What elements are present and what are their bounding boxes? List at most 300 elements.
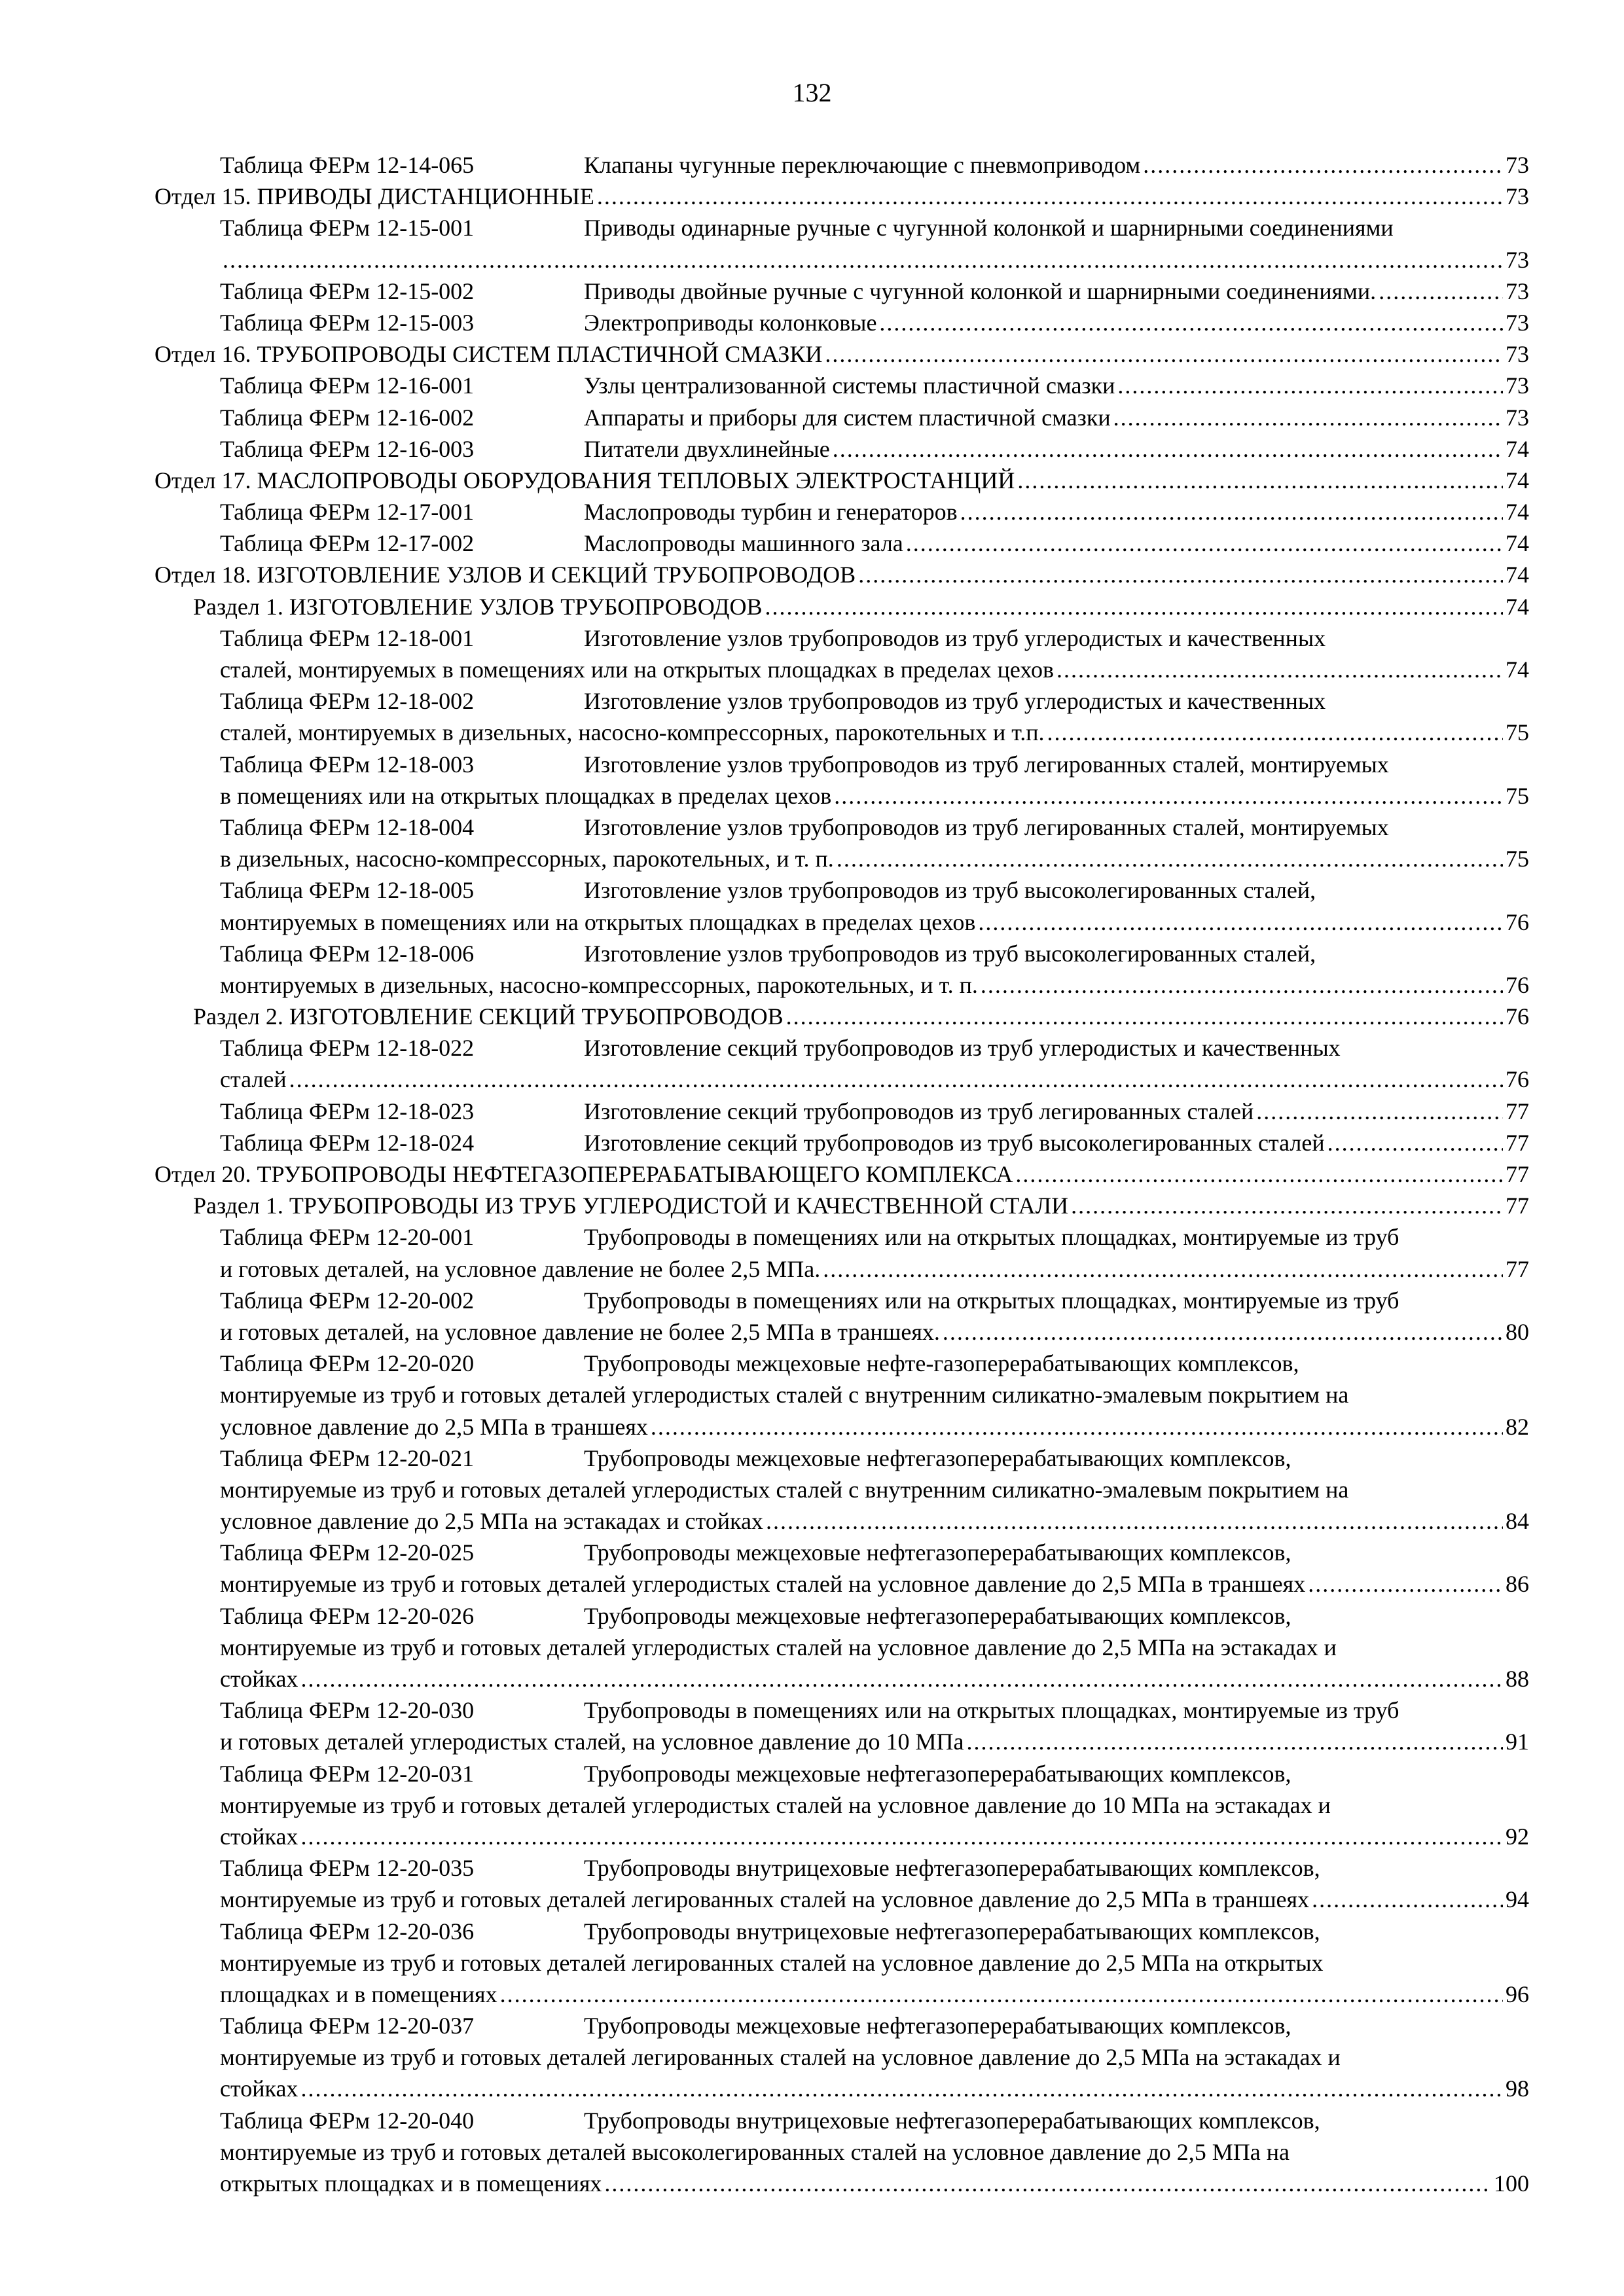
table-title: Трубопроводы в помещениях или на открытых площадках, монтируемые из труб (584, 1697, 1399, 1724)
dot-leader (1143, 149, 1503, 181)
toc-leader-line (220, 149, 1529, 181)
toc-leader-line (154, 559, 1529, 590)
table-code: Таблица ФЕРм 12-20-020 (220, 1350, 475, 1377)
toc-leader-line (193, 1190, 1529, 1221)
page-ref: 73 (1506, 278, 1529, 304)
toc-entry-tab (0, 1852, 1624, 1915)
toc-entry-sec (0, 591, 1624, 622)
table-code: Таблица ФЕРм 12-18-024 (220, 1129, 475, 1156)
table-title: монтируемые из труб и готовых деталей углеродистых сталей на условное давление до 10 МПа на эстакадах и (220, 1791, 1331, 1818)
dot-leader (858, 559, 1503, 590)
toc-entry-text (220, 307, 876, 338)
page-ref: 77 (1506, 1129, 1529, 1156)
table-code: Таблица ФЕРм 12-20-035 (220, 1855, 475, 1882)
toc-entry-tab (0, 276, 1624, 307)
toc-entry-line (220, 2073, 1529, 2104)
toc-entry-line (220, 969, 1529, 1001)
table-title: монтируемые из труб и готовых деталей легированных сталей на условное давление до 2,5 МПа на эстакадах и (220, 2044, 1341, 2071)
toc-entry-tab (0, 370, 1624, 401)
toc-entry-line (220, 1821, 1529, 1852)
page-ref: 100 (1494, 2170, 1529, 2197)
table-code: Таблица ФЕРм 12-16-001 (220, 372, 475, 399)
toc-entry-text (220, 1127, 1325, 1158)
page-ref: 76 (1506, 908, 1529, 935)
page-ref: 77 (1506, 1255, 1529, 1282)
table-title: и готовых деталей, на условное давление не более 2,5 МПа. (220, 1255, 821, 1282)
table-code: Таблица ФЕРм 12-20-040 (220, 2107, 475, 2134)
table-code: Таблица ФЕРм 12-14-065 (220, 152, 475, 178)
department-title: Отдел 18. ИЗГОТОВЛЕНИЕ УЗЛОВ И СЕКЦИЙ ТРУБОПРОВОДОВ (154, 562, 856, 588)
page-ref: 73 (1506, 246, 1529, 273)
toc-leader-line (193, 591, 1529, 622)
toc-entry-text (220, 717, 1045, 748)
toc-entry-line (220, 780, 1529, 812)
table-code: Таблица ФЕРм 12-15-001 (220, 215, 475, 242)
table-of-contents (0, 149, 1624, 2199)
toc-entry-tab (0, 1758, 1624, 1853)
table-title: монтируемых в дизельных, насосно-компрессорных, парокотельных, и т. п. (220, 971, 978, 998)
toc-entry-text (220, 1316, 940, 1348)
toc-entry-line (220, 938, 1529, 969)
toc-leader-line (220, 969, 1529, 1001)
toc-leader-line (220, 1568, 1529, 1600)
toc-entry-line (220, 370, 1529, 401)
page-ref: 92 (1506, 1823, 1529, 1850)
toc-entry-tab (0, 149, 1624, 181)
toc-leader-line (220, 1064, 1529, 1095)
toc-entry-text (220, 1979, 497, 2010)
table-title: площадках и в помещениях (220, 1981, 497, 2007)
toc-leader-line (154, 338, 1529, 370)
toc-entry-tab (0, 1600, 1624, 1695)
toc-leader-line (220, 1316, 1529, 1348)
dot-leader (1117, 370, 1503, 401)
toc-leader-line (220, 1096, 1529, 1127)
page-ref: 73 (1506, 341, 1529, 368)
toc-entry-tab (0, 1127, 1624, 1158)
table-code: Таблица ФЕРм 12-20-001 (220, 1224, 475, 1251)
toc-entry-tab (0, 433, 1624, 465)
table-code: Таблица ФЕРм 12-15-002 (220, 278, 475, 304)
table-title: монтируемые из труб и готовых деталей высоколегированных сталей на условное давление до 2,5 МПа на (220, 2138, 1290, 2165)
toc-entry-line (220, 843, 1529, 874)
page-ref: 77 (1506, 1098, 1529, 1124)
table-code: Таблица ФЕРм 12-18-006 (220, 940, 475, 967)
toc-leader-line (220, 1411, 1529, 1443)
table-title: Трубопроводы межцеховые нефтегазоперерабатывающих комплексов, (584, 1539, 1291, 1566)
toc-entry-line (193, 591, 1529, 622)
toc-entry-line (220, 874, 1529, 906)
toc-entry-dept (0, 1158, 1624, 1190)
page-ref: 73 (1506, 152, 1529, 178)
toc-entry-line (220, 1947, 1529, 1979)
toc-entry-tab (0, 212, 1624, 275)
dot-leader (223, 244, 1503, 276)
toc-entry-line (220, 1884, 1529, 1915)
table-code: Таблица ФЕРм 12-20-026 (220, 1602, 475, 1629)
toc-entry-line (220, 1632, 1529, 1663)
toc-leader-line (220, 843, 1529, 874)
page-ref: 74 (1506, 435, 1529, 462)
page-ref: 76 (1506, 971, 1529, 998)
toc-entry-tab (0, 749, 1624, 812)
dot-leader (1308, 1568, 1503, 1600)
dot-leader (597, 181, 1503, 212)
toc-leader-line (154, 1158, 1529, 1190)
toc-entry-line (220, 307, 1529, 338)
table-code: Таблица ФЕРм 12-20-021 (220, 1444, 475, 1471)
toc-leader-line (220, 307, 1529, 338)
toc-entry-text (220, 2168, 602, 2199)
toc-entry-line (220, 1663, 1529, 1695)
toc-entry-line (220, 528, 1529, 559)
section-title: Раздел 1. ТРУБОПРОВОДЫ ИЗ ТРУБ УГЛЕРОДИСТОЙ И КАЧЕСТВЕННОЙ СТАЛИ (193, 1193, 1069, 1219)
table-title: Трубопроводы межцеховые нефте-газоперерабатывающих комплексов, (584, 1350, 1299, 1377)
toc-leader-line (220, 717, 1529, 748)
toc-entry-text (220, 1821, 298, 1852)
toc-entry-text (220, 1064, 287, 1095)
table-title: Трубопроводы в помещениях или на открытых площадках, монтируемые из труб (584, 1287, 1399, 1314)
toc-entry-text (220, 496, 958, 528)
toc-entry-tab (0, 1443, 1624, 1537)
toc-entry-text (220, 1568, 1305, 1600)
department-title: Отдел 20. ТРУБОПРОВОДЫ НЕФТЕГАЗОПЕРЕРАБАТЫВАЮЩЕГО КОМПЛЕКСА (154, 1161, 1013, 1187)
toc-entry-line (220, 812, 1529, 843)
dot-leader (300, 2073, 1503, 2104)
toc-entry-tab (0, 1032, 1624, 1095)
toc-entry-line (220, 1348, 1529, 1379)
dot-leader (943, 1316, 1503, 1348)
toc-entry-tab (0, 812, 1624, 874)
dot-leader (766, 1505, 1503, 1537)
toc-entry-text (220, 2073, 298, 2104)
toc-leader-line (220, 402, 1529, 433)
toc-leader-line (220, 496, 1529, 528)
toc-entry-dept (0, 559, 1624, 590)
toc-leader-line (220, 1253, 1529, 1285)
toc-entry-sec (0, 1190, 1624, 1221)
table-title: сталей, монтируемых в помещениях или на открытых площадках в пределах цехов (220, 656, 1054, 683)
toc-entry-line (154, 181, 1529, 212)
table-title: Изготовление узлов трубопроводов из труб легированных сталей, монтируемых (584, 814, 1389, 840)
table-title: Изготовление секций трубопроводов из труб высоколегированных сталей (584, 1129, 1325, 1156)
table-title: Изготовление секций трубопроводов из труб углеродистых и качественных (584, 1035, 1341, 1062)
toc-entry-text (220, 1663, 298, 1695)
table-code: Таблица ФЕРм 12-18-003 (220, 751, 475, 778)
toc-entry-line (220, 149, 1529, 181)
table-title: Трубопроводы межцеховые нефтегазоперерабатывающих комплексов, (584, 1444, 1291, 1471)
page-ref: 76 (1506, 1003, 1529, 1030)
table-title: Клапаны чугунные переключающие с пневмоприводом (584, 152, 1141, 178)
toc-entry-line (220, 1789, 1529, 1821)
toc-entry-line (193, 1001, 1529, 1032)
toc-entry-text (220, 969, 978, 1001)
table-code: Таблица ФЕРм 12-15-003 (220, 309, 475, 336)
toc-leader-line (220, 1979, 1529, 2010)
table-title: в дизельных, насосно-компрессорных, парокотельных, и т. п. (220, 846, 834, 872)
table-code: Таблица ФЕРм 12-18-023 (220, 1098, 475, 1124)
page-ref: 77 (1506, 1161, 1529, 1187)
table-title: Приводы одинарные ручные с чугунной колонкой и шарнирными соединениями (584, 215, 1394, 242)
table-code: Таблица ФЕРм 12-18-005 (220, 877, 475, 904)
dot-leader (786, 1001, 1503, 1032)
dot-leader (1113, 402, 1503, 433)
toc-entry-tab (0, 1695, 1624, 1757)
toc-entry-line (220, 1411, 1529, 1443)
toc-entry-line (220, 1695, 1529, 1726)
table-title: Трубопроводы в помещениях или на открытых площадках, монтируемые из труб (584, 1224, 1399, 1251)
department-title: Отдел 17. МАСЛОПРОВОДЫ ОБОРУДОВАНИЯ ТЕПЛОВЫХ ЭЛЕКТРОСТАНЦИЙ (154, 467, 1015, 493)
dot-leader (1327, 1127, 1503, 1158)
toc-leader-line (220, 1821, 1529, 1852)
dot-leader (604, 2168, 1491, 2199)
toc-leader-line (193, 1001, 1529, 1032)
toc-entry-line (220, 1316, 1529, 1348)
toc-entry-line (220, 244, 1529, 276)
page-ref: 98 (1506, 2075, 1529, 2102)
toc-entry-tab (0, 528, 1624, 559)
toc-leader-line (220, 1505, 1529, 1537)
toc-entry-text (220, 149, 1140, 181)
page-ref: 75 (1506, 846, 1529, 872)
toc-leader-line (220, 244, 1529, 276)
toc-entry-text (220, 654, 1054, 685)
table-title: монтируемые из труб и готовых деталей углеродистых сталей с внутренним силикатно-эмалевым покрытием на (220, 1476, 1349, 1503)
table-title: монтируемых в помещениях или на открытых площадках в пределах цехов (220, 908, 976, 935)
dot-leader (825, 338, 1503, 370)
table-title: Питатели двухлинейные (584, 435, 830, 462)
table-title: Трубопроводы межцеховые нефтегазоперерабатывающих комплексов, (584, 1760, 1291, 1787)
dot-leader (906, 528, 1503, 559)
toc-entry-line (220, 1758, 1529, 1789)
toc-entry-line (220, 1537, 1529, 1568)
table-title: открытых площадках и в помещениях (220, 2170, 602, 2197)
table-title: Трубопроводы межцеховые нефтегазоперерабатывающих комплексов, (584, 2013, 1291, 2039)
toc-entry-line (220, 1916, 1529, 1947)
toc-entry-tab (0, 2010, 1624, 2105)
toc-leader-line (220, 1663, 1529, 1695)
page-ref: 74 (1506, 499, 1529, 526)
table-title: Изготовление секций трубопроводов из труб легированных сталей (584, 1098, 1254, 1124)
table-title: Маслопроводы турбин и генераторов (584, 499, 958, 526)
toc-entry-line (154, 559, 1529, 590)
table-title: стойках (220, 2075, 298, 2102)
table-title: Изготовление узлов трубопроводов из труб углеродистых и качественных (584, 688, 1326, 715)
table-title: и готовых деталей, на условное давление не более 2,5 МПа в траншеях. (220, 1318, 940, 1345)
toc-entry-line (220, 1032, 1529, 1064)
table-title: монтируемые из труб и готовых деталей углеродистых сталей на условное давление до 2,5 МПа на эстакадах и (220, 1634, 1337, 1660)
page-ref: 74 (1506, 562, 1529, 588)
toc-entry-line (193, 1190, 1529, 1221)
toc-leader-line (220, 1884, 1529, 1915)
toc-entry-line (220, 2136, 1529, 2168)
dot-leader (1256, 1096, 1503, 1127)
page-ref: 82 (1506, 1413, 1529, 1440)
dot-leader (1379, 276, 1503, 307)
dot-leader (1056, 654, 1503, 685)
department-title: Отдел 16. ТРУБОПРОВОДЫ СИСТЕМ ПЛАСТИЧНОЙ СМАЗКИ (154, 341, 823, 368)
table-title: Трубопроводы межцеховые нефтегазоперерабатывающих комплексов, (584, 1602, 1291, 1629)
table-code: Таблица ФЕРм 12-18-004 (220, 814, 475, 840)
page-ref: 73 (1506, 404, 1529, 431)
toc-leader-line (220, 780, 1529, 812)
page-ref: 77 (1506, 1193, 1529, 1219)
toc-entry-dept (0, 181, 1624, 212)
toc-entry-text (220, 906, 975, 938)
toc-entry-line (220, 1852, 1529, 1884)
table-title: Трубопроводы внутрицеховые нефтегазоперерабатывающих комплексов, (584, 2107, 1320, 2134)
toc-entry-line (220, 1979, 1529, 2010)
dot-leader (289, 1064, 1503, 1095)
toc-entry-tab (0, 1221, 1624, 1284)
toc-entry-text (220, 1726, 964, 1757)
page-ref: 74 (1506, 656, 1529, 683)
table-code: Таблица ФЕРм 12-18-002 (220, 688, 475, 715)
table-title: в помещениях или на открытых площадках в пределах цехов (220, 782, 832, 809)
toc-entry-tab (0, 496, 1624, 528)
toc-entry-tab (0, 1348, 1624, 1443)
toc-entry-line (220, 1726, 1529, 1757)
page-ref: 96 (1506, 1981, 1529, 2007)
toc-entry-text (220, 1884, 1309, 1915)
table-title: сталей (220, 1066, 287, 1093)
toc-entry-tab (0, 874, 1624, 937)
page-ref: 86 (1506, 1571, 1529, 1598)
page-ref: 94 (1506, 1886, 1529, 1913)
table-title: Изготовление узлов трубопроводов из труб легированных сталей, монтируемых (584, 751, 1389, 778)
toc-entry-text (220, 276, 1376, 307)
toc-entry-line (220, 1127, 1529, 1158)
table-title: Изготовление узлов трубопроводов из труб углеродистых и качественных (584, 624, 1326, 651)
toc-entry-line (220, 654, 1529, 685)
toc-entry-line (220, 1253, 1529, 1285)
table-code: Таблица ФЕРм 12-16-002 (220, 404, 475, 431)
page-ref: 75 (1506, 719, 1529, 746)
dot-leader (300, 1821, 1503, 1852)
toc-entry-line (220, 2105, 1529, 2136)
table-code: Таблица ФЕРм 12-17-001 (220, 499, 475, 526)
table-title: стойках (220, 1666, 298, 1692)
dot-leader (837, 843, 1503, 874)
toc-entry-tab (0, 1096, 1624, 1127)
toc-leader-line (220, 1127, 1529, 1158)
toc-entry-tab (0, 402, 1624, 433)
toc-entry-line (220, 1443, 1529, 1474)
table-code: Таблица ФЕРм 12-20-002 (220, 1287, 475, 1314)
table-code: Таблица ФЕРм 12-16-003 (220, 435, 475, 462)
toc-leader-line (220, 276, 1529, 307)
table-title: условное давление до 2,5 МПа на эстакадах и стойках (220, 1508, 763, 1535)
toc-entry-line (220, 2041, 1529, 2073)
toc-entry-tab (0, 1916, 1624, 2011)
page-number: 132 (792, 78, 832, 107)
toc-entry-tab (0, 1537, 1624, 1600)
toc-leader-line (220, 654, 1529, 685)
toc-entry-text (220, 433, 830, 465)
toc-entry-tab (0, 685, 1624, 748)
toc-entry-line (220, 1474, 1529, 1505)
toc-entry-tab (0, 938, 1624, 1001)
toc-entry-line (220, 1379, 1529, 1410)
toc-entry-line (220, 1568, 1529, 1600)
table-title: стойках (220, 1823, 298, 1850)
table-title: Приводы двойные ручные с чугунной колонкой и шарнирными соединениями. (584, 278, 1377, 304)
toc-leader-line (220, 906, 1529, 938)
dot-leader (981, 969, 1503, 1001)
table-title: монтируемые из труб и готовых деталей углеродистых сталей с внутренним силикатно-эмалевым покрытием на (220, 1382, 1349, 1408)
toc-leader-line (154, 181, 1529, 212)
toc-entry-line (220, 1600, 1529, 1632)
page-ref: 80 (1506, 1318, 1529, 1345)
department-title: Отдел 15. ПРИВОДЫ ДИСТАНЦИОННЫЕ (154, 183, 594, 210)
table-title: условное давление до 2,5 МПа в траншеях (220, 1413, 648, 1440)
toc-leader-line (220, 2073, 1529, 2104)
toc-entry-line (220, 1064, 1529, 1095)
dot-leader (1017, 465, 1503, 496)
toc-entry-text (220, 780, 831, 812)
table-title: и готовых деталей углеродистых сталей, на условное давление до 10 МПа (220, 1729, 964, 1755)
section-title: Раздел 2. ИЗГОТОВЛЕНИЕ СЕКЦИЙ ТРУБОПРОВОДОВ (193, 1003, 784, 1030)
page-ref: 84 (1506, 1508, 1529, 1535)
toc-entry-line (220, 402, 1529, 433)
table-title: Изготовление узлов трубопроводов из труб высоколегированных сталей, (584, 877, 1316, 904)
table-title: Узлы централизованной системы пластичной смазки (584, 372, 1115, 399)
toc-entry-line (154, 1158, 1529, 1190)
table-code: Таблица ФЕРм 12-18-022 (220, 1035, 475, 1062)
toc-entry-line (220, 1505, 1529, 1537)
toc-leader-line (220, 528, 1529, 559)
dot-leader (765, 591, 1503, 622)
table-title: Маслопроводы машинного зала (584, 530, 903, 557)
toc-entry-tab (0, 307, 1624, 338)
dot-leader (960, 496, 1503, 528)
toc-leader-line (220, 1726, 1529, 1757)
toc-entry-line (220, 212, 1529, 243)
toc-entry-line (220, 276, 1529, 307)
toc-entry-text (220, 843, 834, 874)
table-title: Электроприводы колонковые (584, 309, 877, 336)
table-title: Аппараты и приборы для систем пластичной смазки (584, 404, 1111, 431)
dot-leader (300, 1663, 1503, 1695)
page-ref: 74 (1506, 467, 1529, 493)
toc-entry-sec (0, 1001, 1624, 1032)
page-ref: 88 (1506, 1666, 1529, 1692)
toc-entry-line (220, 749, 1529, 780)
table-title: монтируемые из труб и готовых деталей легированных сталей на условное давление до 2,5 МПа на открытых (220, 1949, 1324, 1976)
dot-leader (1071, 1190, 1503, 1221)
page-ref: 73 (1506, 183, 1529, 210)
dot-leader (1015, 1158, 1503, 1190)
page-ref: 73 (1506, 309, 1529, 336)
toc-entry-text (220, 1411, 648, 1443)
toc-entry-line (220, 1096, 1529, 1127)
toc-entry-line (154, 338, 1529, 370)
toc-entry-text (220, 1096, 1254, 1127)
toc-leader-line (220, 2168, 1529, 2199)
dot-leader (1312, 1884, 1503, 1915)
table-title: Трубопроводы внутрицеховые нефтегазоперерабатывающих комплексов, (584, 1855, 1320, 1882)
section-title: Раздел 1. ИЗГОТОВЛЕНИЕ УЗЛОВ ТРУБОПРОВОДОВ (193, 593, 763, 620)
page-ref: 73 (1506, 372, 1529, 399)
dot-leader (879, 307, 1503, 338)
toc-entry-tab (0, 2105, 1624, 2200)
table-title: монтируемые из труб и готовых деталей легированных сталей на условное давление до 2,5 МПа в траншеях (220, 1886, 1310, 1913)
table-code: Таблица ФЕРм 12-20-037 (220, 2013, 475, 2039)
toc-entry-line (220, 622, 1529, 654)
table-code: Таблица ФЕРм 12-17-002 (220, 530, 475, 557)
toc-entry-text (220, 402, 1111, 433)
page-ref: 76 (1506, 1066, 1529, 1093)
